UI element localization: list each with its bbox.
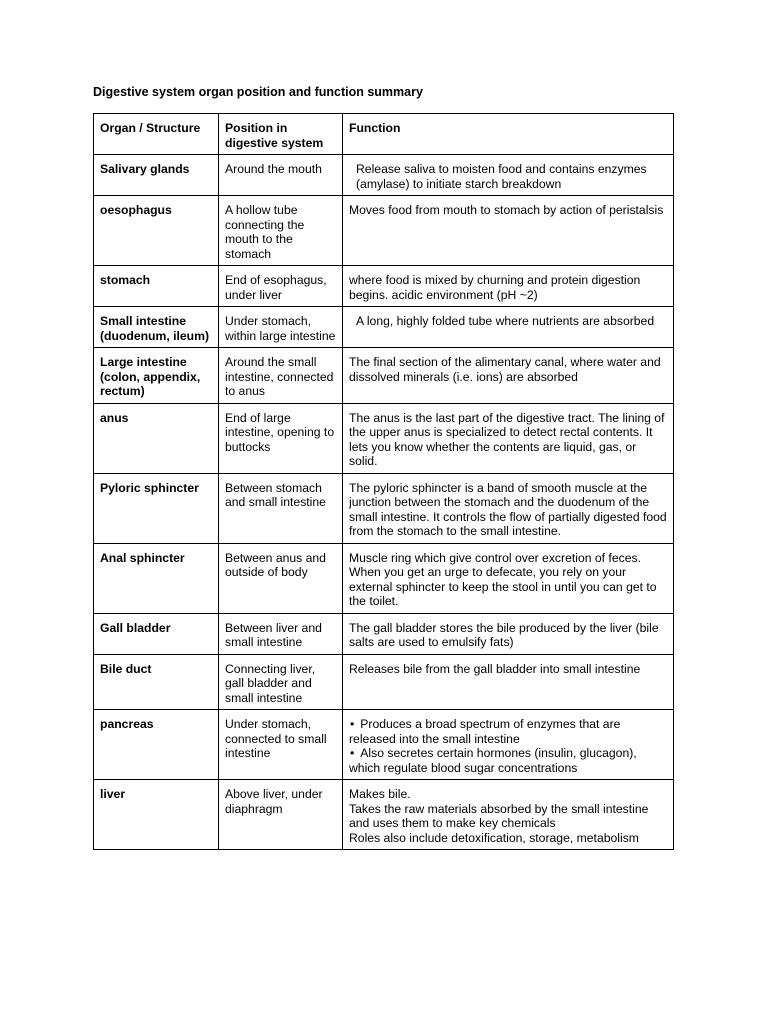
- table-row: [94, 307, 674, 348]
- function-cell: [343, 654, 674, 710]
- function-line: Makes bile.: [349, 787, 411, 801]
- header-function: Function: [343, 114, 674, 155]
- position-cell: Around the mouth: [219, 155, 343, 196]
- function-line: Muscle ring which give control over excretion of feces. When you get an urge to defecate, you rely on your external sphincter to keep the stool in until you can get to the toilet.: [349, 550, 657, 608]
- function-line: Moves food from mouth to stomach by action of peristalsis: [349, 203, 664, 217]
- table-row: [94, 654, 674, 710]
- table-row: [94, 543, 674, 613]
- organ-cell: stomach: [94, 266, 219, 307]
- table-row: [94, 348, 674, 404]
- function-cell: [343, 403, 674, 473]
- organ-cell: anus: [94, 403, 219, 473]
- table-row: [94, 710, 674, 780]
- position-cell: Between stomach and small intestine: [219, 473, 343, 543]
- table-row: [94, 780, 674, 850]
- function-line: The final section of the alimentary canal, where water and dissolved minerals (i.e. ions) are absorbed: [349, 355, 661, 384]
- function-cell: [343, 613, 674, 654]
- function-bullet-item: • Produces a broad spectrum of enzymes that are released into the small intestine: [349, 717, 667, 746]
- table-row: [94, 613, 674, 654]
- function-line: Roles also include detoxification, storage, metabolism: [349, 830, 639, 845]
- function-line: Takes the raw materials absorbed by the small intestine and uses them to make key chemicals: [349, 801, 649, 830]
- function-cell: [343, 780, 674, 850]
- position-cell: Between anus and outside of body: [219, 543, 343, 613]
- function-cell: [343, 266, 674, 307]
- table-row: [94, 155, 674, 196]
- organ-cell: oesophagus: [94, 196, 219, 266]
- function-line: The anus is the last part of the digestive tract. The lining of the upper anus is specialized to detect rectal contents. It lets you know whether the contents are liquid, gas, or solid.: [349, 410, 665, 468]
- organ-cell: Bile duct: [94, 654, 219, 710]
- table-row: [94, 196, 674, 266]
- organ-cell: Small intestine (duodenum, ileum): [94, 307, 219, 348]
- function-cell: [343, 710, 674, 780]
- position-cell: Connecting liver, gall bladder and small intestine: [219, 654, 343, 710]
- position-cell: Above liver, under diaphragm: [219, 780, 343, 850]
- organ-cell: Salivary glands: [94, 155, 219, 196]
- function-cell: [343, 348, 674, 404]
- position-cell: Between liver and small intestine: [219, 613, 343, 654]
- organ-cell: liver: [94, 780, 219, 850]
- position-cell: Under stomach, connected to small intestine: [219, 710, 343, 780]
- organ-cell: pancreas: [94, 710, 219, 780]
- page-title: Digestive system organ position and function summary: [93, 85, 423, 99]
- organ-cell: Anal sphincter: [94, 543, 219, 613]
- organ-function-table: [93, 113, 674, 850]
- position-cell: Under stomach, within large intestine: [219, 307, 343, 348]
- header-position: Position in digestive system: [219, 114, 343, 155]
- function-line: Release saliva to moisten food and contains enzymes (amylase) to initiate starch breakdown: [356, 162, 647, 191]
- table-row: [94, 473, 674, 543]
- position-cell: End of esophagus, under liver: [219, 266, 343, 307]
- function-cell: [343, 307, 674, 348]
- function-line: Releases bile from the gall bladder into small intestine: [349, 661, 641, 676]
- function-cell: [343, 196, 674, 266]
- table-row: [94, 403, 674, 473]
- position-cell: Around the small intestine, connected to anus: [219, 348, 343, 404]
- function-line: The pyloric sphincter is a band of smooth muscle at the junction between the stomach and the duodenum of the small intestine. It controls the flow of partially digested food from the stomach to the small intestine.: [349, 480, 667, 538]
- function-cell: [343, 473, 674, 543]
- function-cell: [343, 543, 674, 613]
- function-line: A long, highly folded tube where nutrients are absorbed: [356, 314, 655, 328]
- organ-cell: Large intestine (colon, appendix, rectum): [94, 348, 219, 404]
- function-line: where food is mixed by churning and protein digestion begins. acidic environment (pH ~2): [349, 273, 641, 302]
- organ-cell: Gall bladder: [94, 613, 219, 654]
- position-cell: End of large intestine, opening to buttocks: [219, 403, 343, 473]
- table-header-row: [94, 114, 674, 155]
- function-line: The gall bladder stores the bile produced by the liver (bile salts are used to emulsify fats): [349, 620, 659, 649]
- table-body: [94, 155, 674, 850]
- position-cell: A hollow tube connecting the mouth to the stomach: [219, 196, 343, 266]
- function-bullet-item: • Also secretes certain hormones (insulin, glucagon), which regulate blood sugar concentrations: [349, 746, 667, 775]
- organ-cell: Pyloric sphincter: [94, 473, 219, 543]
- header-organ: Organ / Structure: [94, 114, 219, 155]
- table-row: [94, 266, 674, 307]
- function-cell: [343, 155, 674, 196]
